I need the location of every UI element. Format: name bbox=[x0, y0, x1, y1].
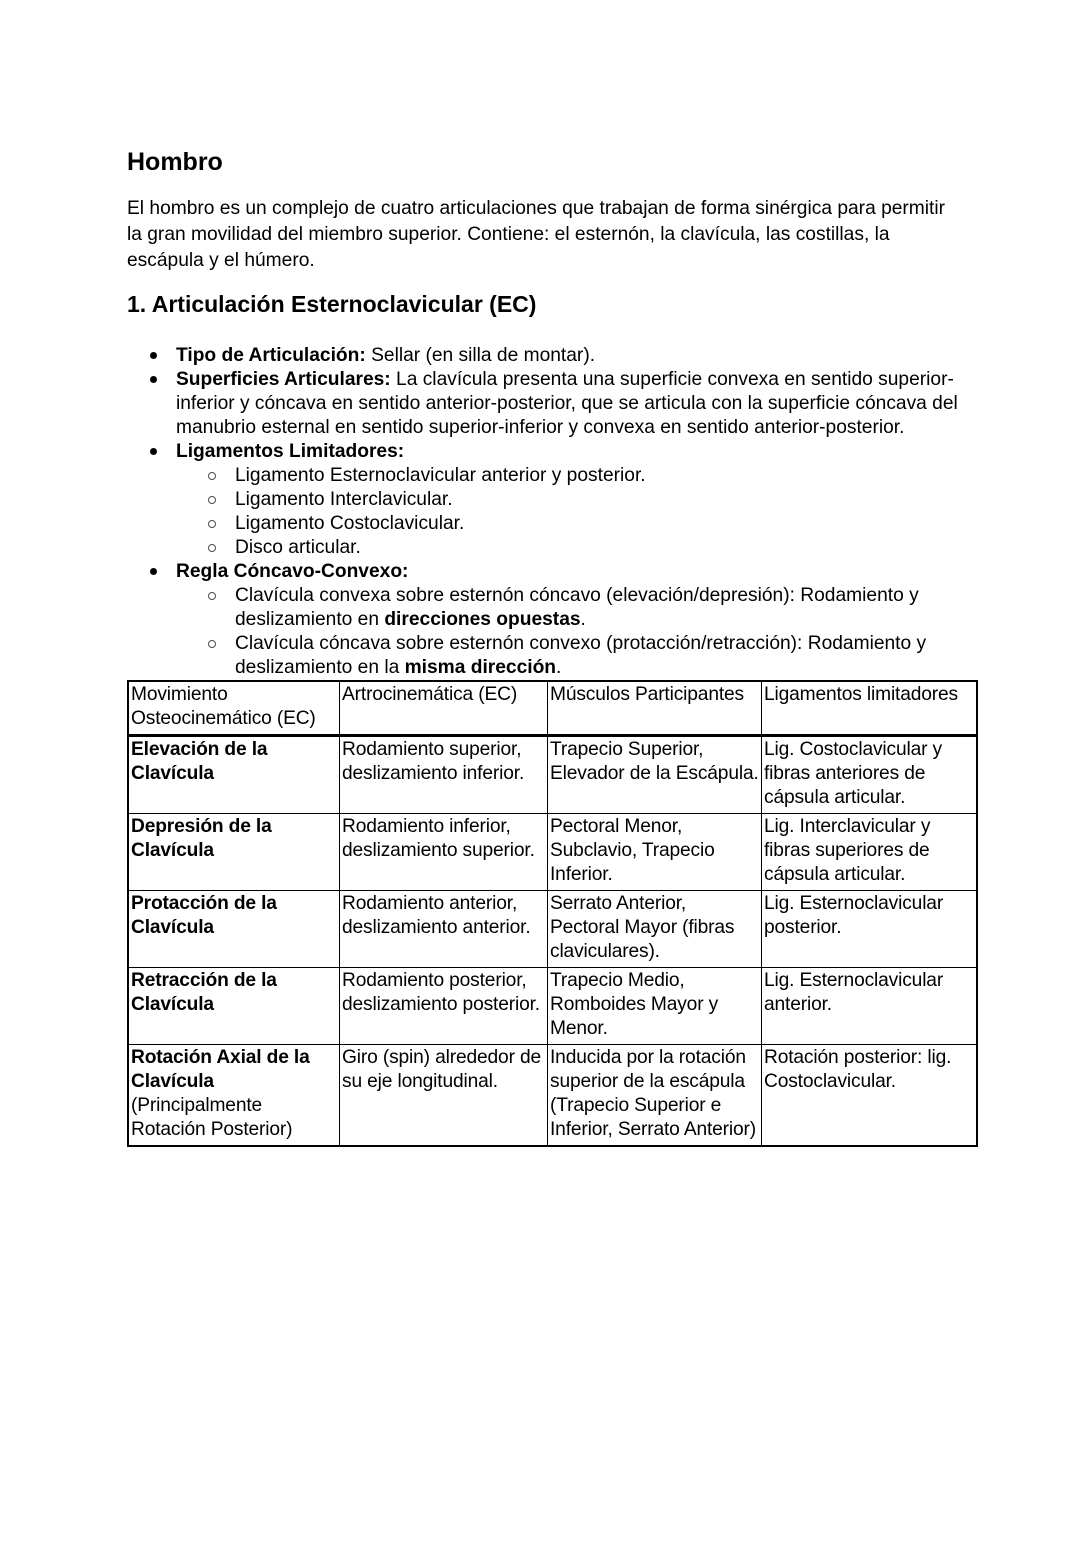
header-cell-movimiento: Movimiento Osteocinemático (EC) bbox=[128, 681, 340, 736]
movement-name: Protacción de la Clavícula bbox=[131, 893, 277, 938]
sub-bullet-segment: Clavícula convexa sobre esternón cóncavo (elevación/depresión): Rodamiento y deslizamiento en bbox=[235, 585, 919, 630]
bullet-item-regla bbox=[127, 560, 959, 680]
document-page bbox=[127, 146, 959, 1147]
circle-bullet-icon bbox=[208, 632, 235, 680]
cell-artrocinematica: Rodamiento inferior, deslizamiento superior. bbox=[340, 814, 548, 891]
bullet-item-tipo bbox=[127, 344, 959, 368]
bullet-value: La clavícula presenta una superficie convexa en sentido superior-inferior y cóncava en sentido anterior-posterior, que se articula con la superficie cóncava del manubrio esternal en sentido superior-inferior y convexa en sentido anterior-posterior. bbox=[176, 369, 958, 438]
movement-name: Retracción de la Clavícula bbox=[131, 970, 277, 1015]
sub-bullet-text bbox=[235, 584, 959, 632]
circle-bullet-icon bbox=[208, 536, 235, 560]
table-row bbox=[128, 1045, 977, 1147]
sub-bullet-segment: . bbox=[580, 609, 586, 630]
bullet-label: Regla Cóncavo-Convexo: bbox=[176, 561, 409, 582]
bullet-label: Ligamentos Limitadores: bbox=[176, 441, 405, 462]
cell-ligamentos: Lig. Interclavicular y fibras superiores de cápsula articular. bbox=[762, 814, 978, 891]
cell-ligamentos: Lig. Costoclavicular y fibras anteriores de cápsula articular. bbox=[762, 736, 978, 814]
table-row bbox=[128, 814, 977, 891]
cell-movimiento bbox=[128, 891, 340, 968]
sub-bullet-text bbox=[235, 632, 959, 680]
movement-name: Elevación de la Clavícula bbox=[131, 739, 268, 784]
cell-movimiento bbox=[128, 968, 340, 1045]
sub-bullet-item bbox=[176, 464, 959, 488]
circle-bullet-icon bbox=[208, 488, 235, 512]
cell-movimiento bbox=[128, 814, 340, 891]
bullet-label: Superficies Articulares: bbox=[176, 369, 391, 390]
cell-ligamentos: Lig. Esternoclavicular posterior. bbox=[762, 891, 978, 968]
sub-bullet-text: Ligamento Interclavicular. bbox=[235, 489, 453, 510]
sub-bullet-list bbox=[176, 584, 959, 680]
intro-paragraph: El hombro es un complejo de cuatro articulaciones que trabajan de forma sinérgica para permitir la gran movilidad del miembro superior. Contiene: el esternón, la clavícula, las costillas, la escápula y el húmero. bbox=[127, 198, 946, 271]
cell-musculos: Inducida por la rotación superior de la escápula (Trapecio Superior e Inferior, Serrato Anterior) bbox=[548, 1045, 762, 1147]
movement-name: Rotación Axial de la Clavícula bbox=[131, 1047, 310, 1092]
movement-note: (Principalmente Rotación Posterior) bbox=[131, 1095, 293, 1140]
cell-musculos: Trapecio Medio, Romboides Mayor y Menor. bbox=[548, 968, 762, 1045]
bullet-icon bbox=[150, 368, 176, 440]
cell-musculos: Trapecio Superior, Elevador de la Escápula. bbox=[548, 736, 762, 814]
circle-bullet-icon bbox=[208, 512, 235, 536]
sub-bullet-item bbox=[176, 488, 959, 512]
sub-bullet-item bbox=[176, 632, 959, 680]
bullet-text bbox=[176, 560, 959, 680]
bullet-text bbox=[176, 440, 959, 560]
circle-bullet-icon bbox=[208, 464, 235, 488]
bullet-text bbox=[176, 368, 959, 440]
bullet-label: Tipo de Articulación: bbox=[176, 345, 366, 366]
sub-bullet-item bbox=[176, 584, 959, 632]
section-heading: 1. Articulación Esternoclavicular (EC) bbox=[127, 291, 537, 317]
bullet-icon bbox=[150, 344, 176, 368]
header-cell-musculos: Músculos Participantes bbox=[548, 681, 762, 736]
bullet-item-ligamentos bbox=[127, 440, 959, 560]
cell-ligamentos: Lig. Esternoclavicular anterior. bbox=[762, 968, 978, 1045]
bullet-item-superficies bbox=[127, 368, 959, 440]
sub-bullet-text: Ligamento Costoclavicular. bbox=[235, 513, 465, 534]
table-row bbox=[128, 968, 977, 1045]
sub-bullet-segment: . bbox=[556, 657, 562, 678]
circle-bullet-icon bbox=[208, 584, 235, 632]
page-title: Hombro bbox=[127, 148, 223, 176]
cell-musculos: Pectoral Menor, Subclavio, Trapecio Inferior. bbox=[548, 814, 762, 891]
sub-bullet-item bbox=[176, 512, 959, 536]
table-row bbox=[128, 736, 977, 814]
sub-bullet-segment: Clavícula cóncava sobre esternón convexo (protacción/retracción): Rodamiento y deslizamiento en la bbox=[235, 633, 927, 678]
sub-bullet-list bbox=[176, 464, 959, 560]
header-cell-ligamentos: Ligamentos limitadores bbox=[762, 681, 978, 736]
bullet-list bbox=[127, 344, 959, 680]
cell-artrocinematica: Rodamiento posterior, deslizamiento posterior. bbox=[340, 968, 548, 1045]
cell-artrocinematica: Rodamiento superior, deslizamiento inferior. bbox=[340, 736, 548, 814]
sub-bullet-text: Ligamento Esternoclavicular anterior y posterior. bbox=[235, 465, 646, 486]
bullet-text bbox=[176, 344, 959, 368]
ec-joint-table bbox=[127, 680, 978, 1147]
cell-musculos: Serrato Anterior, Pectoral Mayor (fibras claviculares). bbox=[548, 891, 762, 968]
cell-movimiento bbox=[128, 736, 340, 814]
sub-bullet-text: Disco articular. bbox=[235, 537, 361, 558]
table-header-row bbox=[128, 681, 977, 736]
header-cell-artrocinematica: Artrocinemática (EC) bbox=[340, 681, 548, 736]
sub-bullet-bold-segment: direcciones opuestas bbox=[384, 609, 581, 630]
bullet-value: Sellar (en silla de montar). bbox=[365, 345, 596, 366]
cell-artrocinematica: Giro (spin) alrededor de su eje longitudinal. bbox=[340, 1045, 548, 1147]
cell-artrocinematica: Rodamiento anterior, deslizamiento anterior. bbox=[340, 891, 548, 968]
cell-ligamentos: Rotación posterior: lig. Costoclavicular. bbox=[762, 1045, 978, 1147]
table-row bbox=[128, 891, 977, 968]
bullet-icon bbox=[150, 560, 176, 680]
movement-name: Depresión de la Clavícula bbox=[131, 816, 272, 861]
sub-bullet-item bbox=[176, 536, 959, 560]
cell-movimiento bbox=[128, 1045, 340, 1147]
bullet-icon bbox=[150, 440, 176, 560]
sub-bullet-bold-segment: misma dirección bbox=[404, 657, 557, 678]
